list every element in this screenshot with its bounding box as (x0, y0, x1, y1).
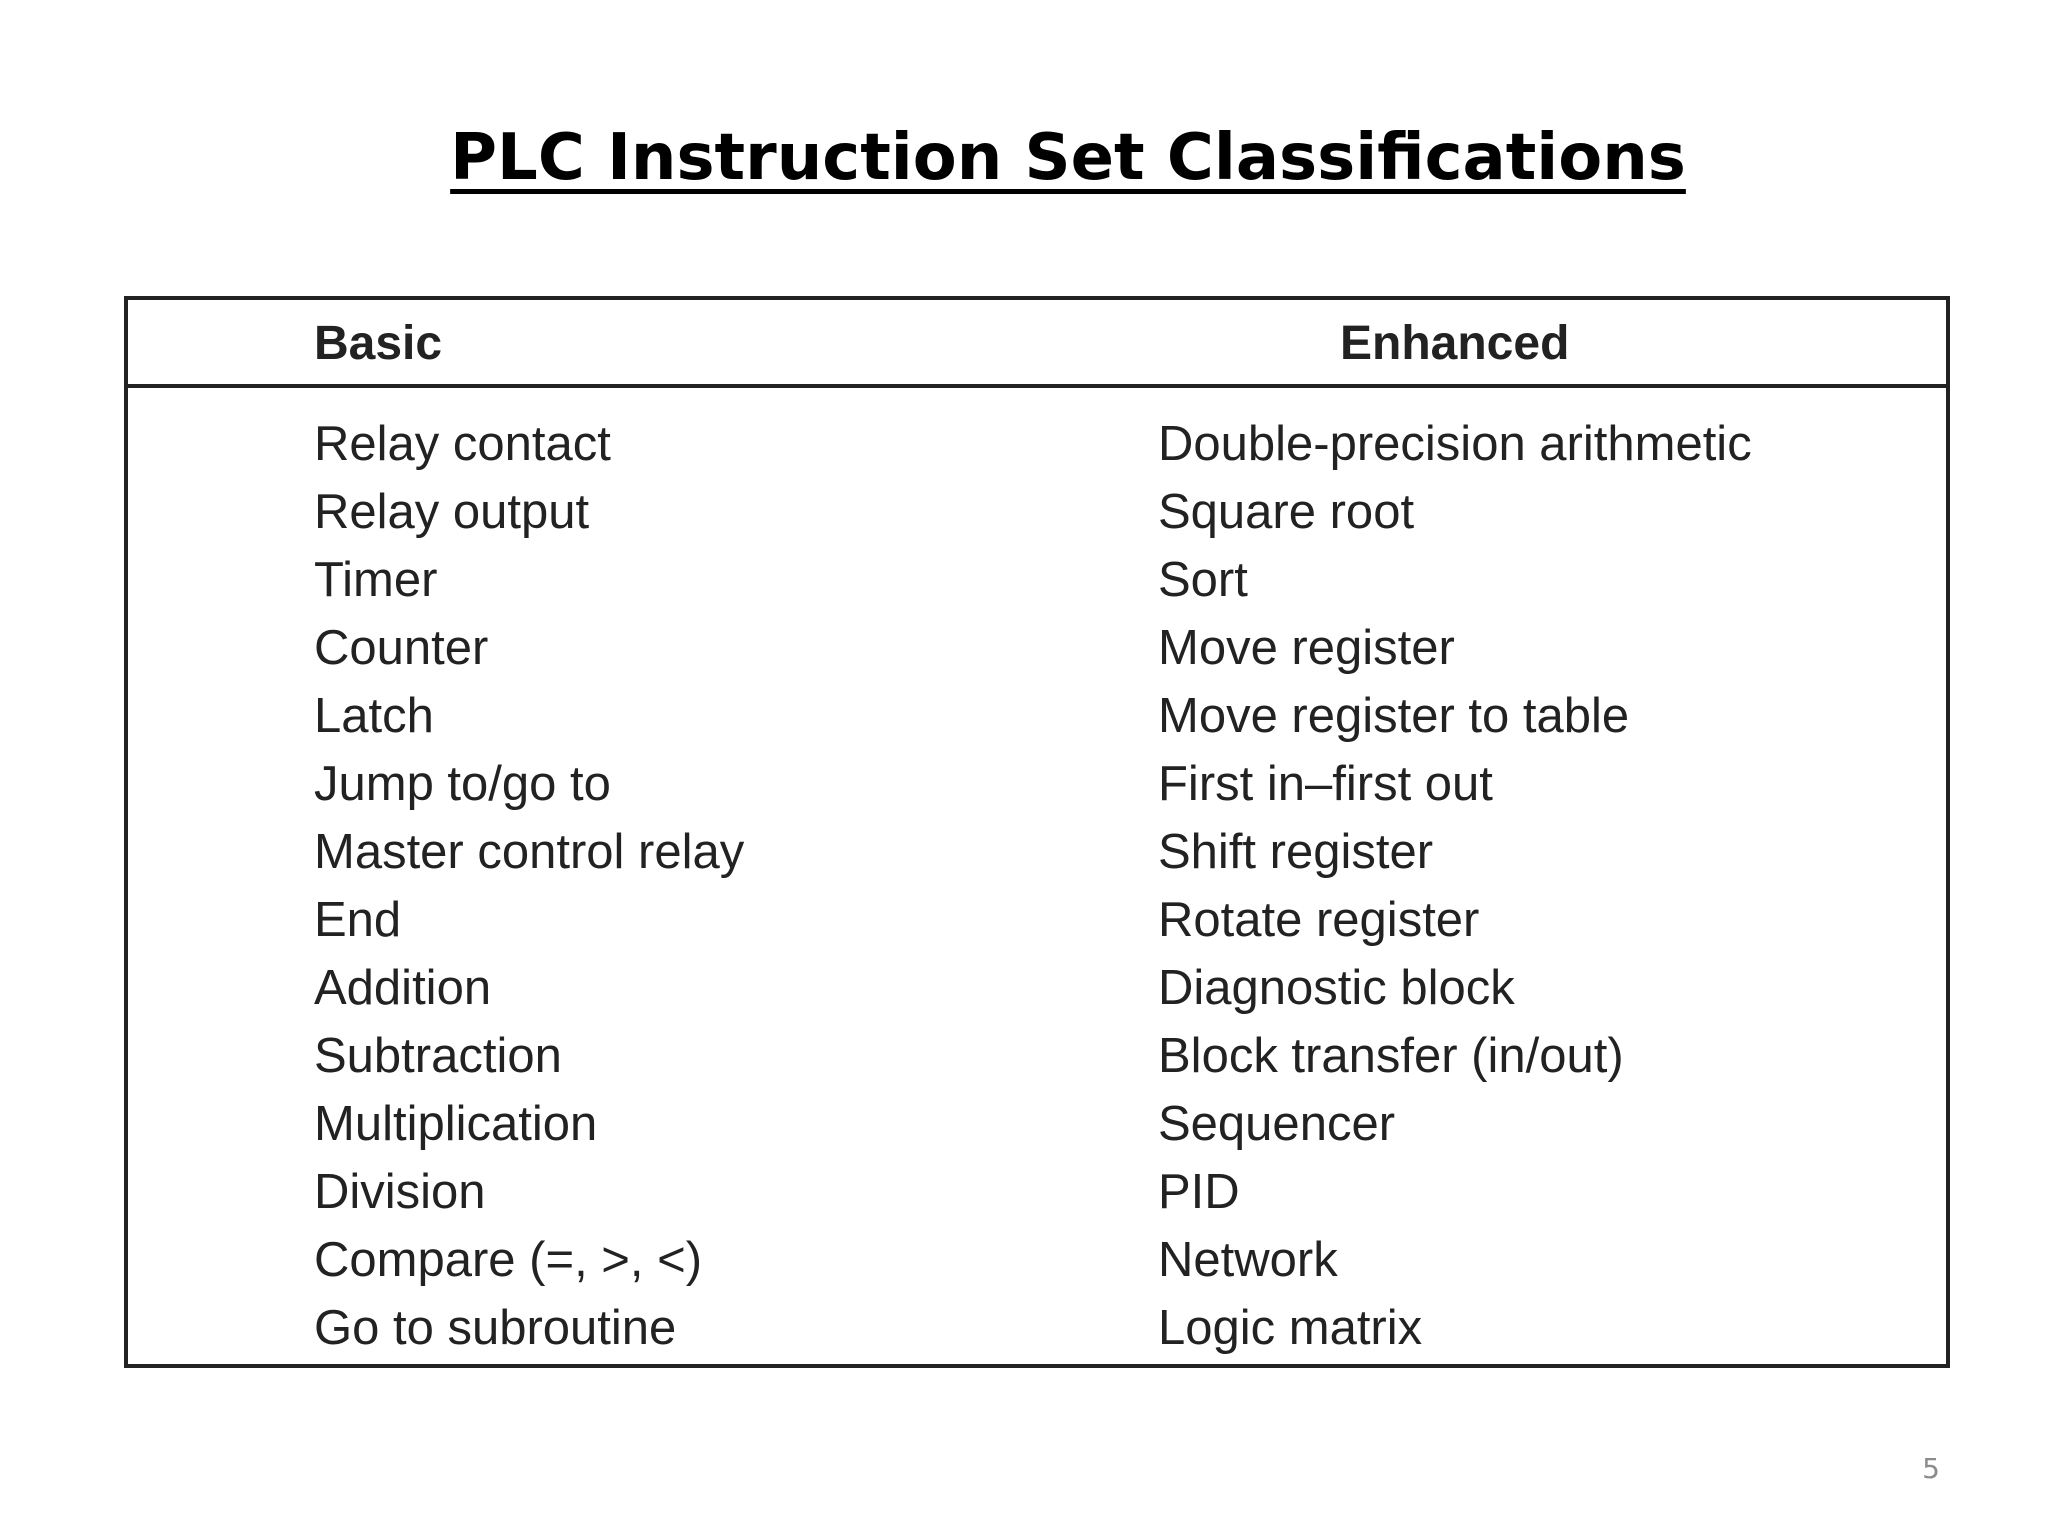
basic-item: Compare (=, >, <) (314, 1233, 703, 1287)
basic-item: Jump to/go to (314, 757, 611, 811)
basic-item: Relay contact (314, 417, 611, 471)
enhanced-item: Logic matrix (1158, 1301, 1423, 1355)
basic-item: Addition (314, 961, 492, 1015)
basic-item: Latch (314, 689, 434, 743)
basic-item: Division (314, 1165, 486, 1219)
enhanced-item: Network (1158, 1233, 1338, 1287)
basic-item: Subtraction (314, 1029, 562, 1083)
enhanced-item: Double-precision arithmetic (1158, 417, 1752, 471)
basic-item: Multiplication (314, 1097, 598, 1151)
enhanced-item: Move register (1158, 621, 1455, 675)
instruction-table (124, 296, 1950, 1368)
enhanced-item: Diagnostic block (1158, 961, 1515, 1015)
basic-item: Counter (314, 621, 489, 675)
enhanced-item: Square root (1158, 485, 1415, 539)
basic-item: End (314, 893, 402, 947)
enhanced-item: Shift register (1158, 825, 1434, 879)
enhanced-item: First in–first out (1158, 757, 1493, 811)
enhanced-item: PID (1158, 1165, 1240, 1219)
basic-item: Go to subroutine (314, 1301, 677, 1355)
basic-instruction-list (314, 410, 744, 1362)
enhanced-item: Move register to table (1158, 689, 1630, 743)
header-enhanced: Enhanced (1340, 317, 1570, 370)
enhanced-item: Sort (1158, 553, 1248, 607)
enhanced-instruction-list (1158, 410, 1752, 1362)
basic-item: Relay output (314, 485, 590, 539)
table-header-row (128, 300, 1946, 388)
slide-title: PLC Instruction Set Classifications (450, 121, 1686, 195)
page-number: 5 (1922, 1452, 1940, 1485)
enhanced-item: Block transfer (in/out) (1158, 1029, 1624, 1083)
header-basic: Basic (314, 317, 443, 370)
basic-item: Master control relay (314, 825, 745, 879)
basic-item: Timer (314, 553, 438, 607)
enhanced-item: Rotate register (1158, 893, 1480, 947)
enhanced-item: Sequencer (1158, 1097, 1396, 1151)
